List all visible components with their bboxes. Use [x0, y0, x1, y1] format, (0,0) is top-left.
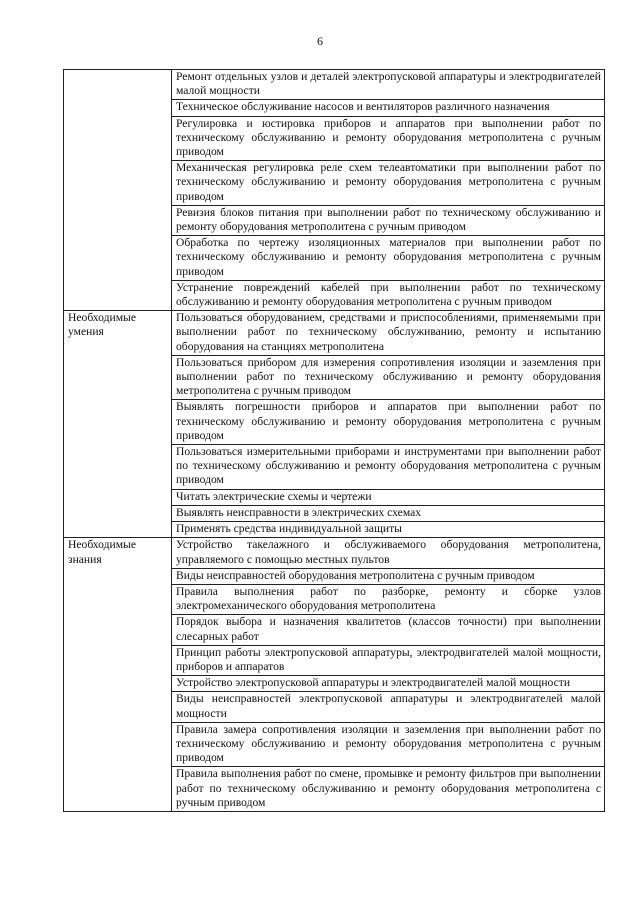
item-cell: Пользоваться оборудованием, средствами и приспособлениями, применяемыми при выполнении работ по техническому обслуживанию, ремонту и испытанию оборудования на станциях метрополитена	[172, 311, 605, 356]
table-row	[64, 70, 605, 100]
item-cell: Правила замера сопротивления изоляции и заземления при выполнении работ по техническому обслуживанию и ремонту оборудования метрополитена с ручным приводом	[172, 722, 605, 767]
item-cell: Ревизия блоков питания при выполнении работ по техническому обслуживанию и ремонту оборудования метрополитена с ручным приводом	[172, 205, 605, 235]
item-cell: Техническое обслуживание насосов и вентиляторов различного назначения	[172, 100, 605, 116]
page-number: 6	[317, 34, 323, 48]
item-cell: Применять средства индивидуальной защиты	[172, 522, 605, 538]
item-cell: Устранение повреждений кабелей при выполнении работ по техническому обслуживанию и ремонту оборудования метрополитена с ручным приводом	[172, 280, 605, 310]
category-cell: Необходимые умения	[64, 311, 172, 538]
category-cell	[64, 70, 172, 311]
item-cell: Пользоваться измерительными приборами и инструментами при выполнении работ по техническому обслуживанию и ремонту оборудования метрополитена с ручным приводом	[172, 445, 605, 490]
item-cell: Устройство такелажного и обслуживаемого оборудования метрополитена, управляемого с помощью местных пультов	[172, 538, 605, 568]
item-cell: Ремонт отдельных узлов и деталей электропусковой аппаратуры и электродвигателей малой мощности	[172, 70, 605, 100]
item-cell: Регулировка и юстировка приборов и аппаратов при выполнении работ по техническому обслуживанию и ремонту оборудования метрополитена с ручным приводом	[172, 116, 605, 161]
item-cell: Виды неисправностей электропусковой аппаратуры и электродвигателей малой мощности	[172, 692, 605, 722]
item-cell: Пользоваться прибором для измерения сопротивления изоляции и заземления при выполнении работ по техническому обслуживанию и ремонту оборудования метрополитена с ручным приводом	[172, 355, 605, 400]
item-cell: Принцип работы электропусковой аппаратуры, электродвигателей малой мощности, приборов и аппаратов	[172, 645, 605, 675]
item-cell: Устройство электропусковой аппаратуры и электродвигателей малой мощности	[172, 676, 605, 692]
item-cell: Правила выполнения работ по разборке, ремонту и сборке узлов электромеханического оборудования метрополитена	[172, 584, 605, 614]
item-cell: Порядок выбора и назначения квалитетов (классов точности) при выполнении слесарных работ	[172, 615, 605, 645]
item-cell: Правила выполнения работ по смене, промывке и ремонту фильтров при выполнении работ по техническому обслуживанию и ремонту оборудования метрополитена с ручным приводом	[172, 767, 605, 812]
item-cell: Выявлять погрешности приборов и аппаратов при выполнении работ по техническому обслуживанию и ремонту оборудования метрополитена с ручным приводом	[172, 400, 605, 445]
table-row	[64, 538, 605, 568]
item-cell: Механическая регулировка реле схем телеавтоматики при выполнении работ по техническому обслуживанию и ремонту оборудования метрополитена с ручным приводом	[172, 161, 605, 206]
item-cell: Читать электрические схемы и чертежи	[172, 489, 605, 505]
item-cell: Виды неисправностей оборудования метрополитена с ручным приводом	[172, 568, 605, 584]
requirements-table	[63, 69, 605, 812]
category-cell: Необходимые знания	[64, 538, 172, 812]
table-row	[64, 311, 605, 356]
item-cell: Обработка по чертежу изоляционных материалов при выполнении работ по техническому обслуживанию и ремонту оборудования метрополитена с ручным приводом	[172, 236, 605, 281]
item-cell: Выявлять неисправности в электрических схемах	[172, 505, 605, 521]
